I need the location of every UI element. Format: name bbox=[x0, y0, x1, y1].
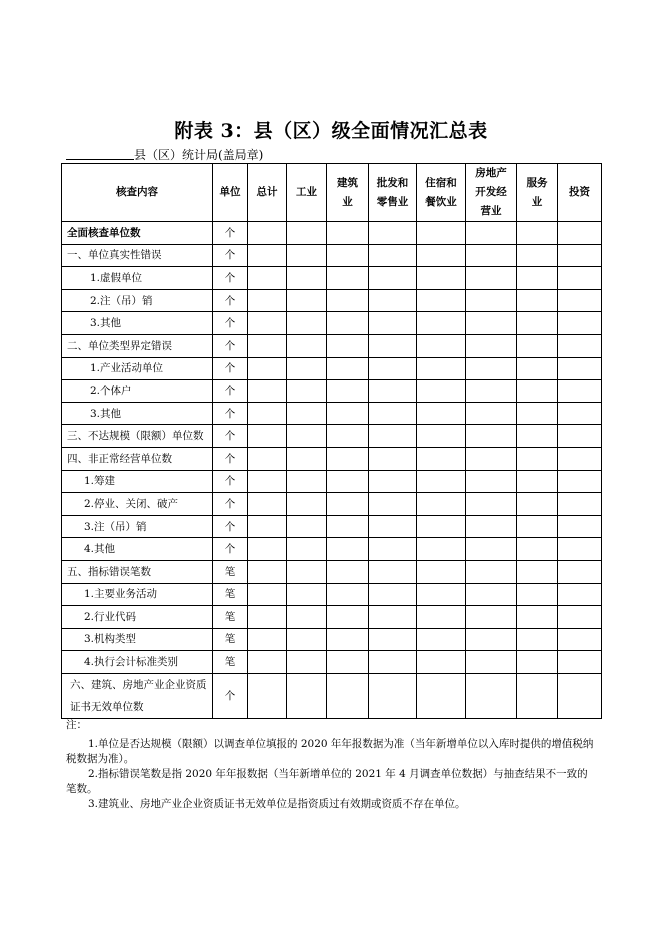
input-cell[interactable] bbox=[466, 267, 517, 290]
input-cell[interactable] bbox=[287, 244, 327, 267]
input-cell[interactable] bbox=[327, 606, 369, 629]
input-cell[interactable] bbox=[369, 334, 417, 357]
note-item-2: 2.指标错误笔数是指 2020 年年报数据（当年新增单位的 2021 年 4 月调查单位数据）与抽查结果不一致的笔数。 bbox=[66, 768, 588, 795]
input-cell[interactable] bbox=[558, 312, 602, 335]
table-row bbox=[62, 606, 602, 629]
row-label: 3.其他 bbox=[62, 402, 213, 425]
input-cell[interactable] bbox=[248, 560, 287, 583]
input-cell[interactable] bbox=[466, 425, 517, 448]
input-cell[interactable] bbox=[517, 651, 558, 674]
input-cell[interactable] bbox=[517, 289, 558, 312]
input-cell[interactable] bbox=[417, 538, 466, 561]
table-row bbox=[62, 267, 602, 290]
input-cell[interactable] bbox=[558, 560, 602, 583]
input-cell[interactable] bbox=[327, 673, 369, 718]
input-cell[interactable] bbox=[417, 357, 466, 380]
input-cell[interactable] bbox=[369, 289, 417, 312]
input-cell[interactable] bbox=[517, 357, 558, 380]
input-cell[interactable] bbox=[466, 357, 517, 380]
row-unit: 个 bbox=[213, 425, 248, 448]
row-label: 1.虚假单位 bbox=[62, 267, 213, 290]
input-cell[interactable] bbox=[287, 515, 327, 538]
input-cell[interactable] bbox=[327, 425, 369, 448]
input-cell[interactable] bbox=[517, 447, 558, 470]
input-cell[interactable] bbox=[369, 560, 417, 583]
table-row bbox=[62, 651, 602, 674]
input-cell[interactable] bbox=[417, 222, 466, 245]
row-label: 1.筹建 bbox=[62, 470, 213, 493]
input-cell[interactable] bbox=[558, 493, 602, 516]
input-cell[interactable] bbox=[327, 334, 369, 357]
input-cell[interactable] bbox=[327, 244, 369, 267]
input-cell[interactable] bbox=[369, 402, 417, 425]
input-cell[interactable] bbox=[558, 673, 602, 718]
row-unit: 个 bbox=[213, 312, 248, 335]
row-label: 1.主要业务活动 bbox=[62, 583, 213, 606]
input-cell[interactable] bbox=[248, 651, 287, 674]
input-cell[interactable] bbox=[287, 289, 327, 312]
input-cell[interactable] bbox=[417, 425, 466, 448]
input-cell[interactable] bbox=[287, 606, 327, 629]
input-cell[interactable] bbox=[558, 651, 602, 674]
notes-section bbox=[66, 718, 596, 812]
input-cell[interactable] bbox=[248, 538, 287, 561]
input-cell[interactable] bbox=[466, 651, 517, 674]
input-cell[interactable] bbox=[248, 312, 287, 335]
row-label: 2.注（吊）销 bbox=[62, 289, 213, 312]
input-cell[interactable] bbox=[417, 560, 466, 583]
input-cell[interactable] bbox=[327, 267, 369, 290]
input-cell[interactable] bbox=[369, 628, 417, 651]
table-body bbox=[62, 222, 602, 719]
input-cell[interactable] bbox=[417, 334, 466, 357]
row-label: 五、指标错误笔数 bbox=[62, 560, 213, 583]
row-unit: 个 bbox=[213, 402, 248, 425]
input-cell[interactable] bbox=[417, 628, 466, 651]
table-row bbox=[62, 515, 602, 538]
row-unit: 个 bbox=[213, 334, 248, 357]
input-cell[interactable] bbox=[517, 538, 558, 561]
input-cell[interactable] bbox=[369, 357, 417, 380]
row-unit: 个 bbox=[213, 447, 248, 470]
input-cell[interactable] bbox=[369, 583, 417, 606]
row-unit: 个 bbox=[213, 357, 248, 380]
table-row bbox=[62, 289, 602, 312]
input-cell[interactable] bbox=[327, 538, 369, 561]
header-cell: 单位 bbox=[213, 164, 248, 222]
input-cell[interactable] bbox=[558, 628, 602, 651]
input-cell[interactable] bbox=[558, 583, 602, 606]
input-cell[interactable] bbox=[287, 402, 327, 425]
input-cell[interactable] bbox=[327, 447, 369, 470]
input-cell[interactable] bbox=[517, 470, 558, 493]
input-cell[interactable] bbox=[327, 583, 369, 606]
header-row bbox=[62, 164, 602, 222]
row-label: 3.其他 bbox=[62, 312, 213, 335]
input-cell[interactable] bbox=[466, 470, 517, 493]
input-cell[interactable] bbox=[287, 357, 327, 380]
input-cell[interactable] bbox=[417, 515, 466, 538]
input-cell[interactable] bbox=[466, 312, 517, 335]
input-cell[interactable] bbox=[327, 515, 369, 538]
page-title: 附表 3：县（区）级全面情况汇总表 bbox=[174, 120, 488, 142]
row-label: 4.执行会计标准类别 bbox=[62, 651, 213, 674]
input-cell[interactable] bbox=[327, 560, 369, 583]
input-cell[interactable] bbox=[517, 515, 558, 538]
table-row bbox=[62, 628, 602, 651]
input-cell[interactable] bbox=[417, 244, 466, 267]
input-cell[interactable] bbox=[558, 606, 602, 629]
table-row bbox=[62, 357, 602, 380]
input-cell[interactable] bbox=[248, 606, 287, 629]
row-unit: 个 bbox=[213, 515, 248, 538]
input-cell[interactable] bbox=[517, 583, 558, 606]
input-cell[interactable] bbox=[517, 380, 558, 403]
row-unit: 个 bbox=[213, 470, 248, 493]
row-label: 2.停业、关闭、破产 bbox=[62, 493, 213, 516]
input-cell[interactable] bbox=[248, 673, 287, 718]
table-row bbox=[62, 402, 602, 425]
input-cell[interactable] bbox=[248, 289, 287, 312]
table-row bbox=[62, 447, 602, 470]
row-unit: 笔 bbox=[213, 651, 248, 674]
input-cell[interactable] bbox=[248, 402, 287, 425]
input-cell[interactable] bbox=[248, 583, 287, 606]
input-cell[interactable] bbox=[287, 222, 327, 245]
row-unit: 个 bbox=[213, 380, 248, 403]
input-cell[interactable] bbox=[517, 267, 558, 290]
notes-label: 注： bbox=[66, 719, 87, 731]
input-cell[interactable] bbox=[287, 673, 327, 718]
table-row bbox=[62, 560, 602, 583]
row-unit: 个 bbox=[213, 493, 248, 516]
input-cell[interactable] bbox=[517, 606, 558, 629]
row-unit: 个 bbox=[213, 222, 248, 245]
input-cell[interactable] bbox=[287, 651, 327, 674]
input-cell[interactable] bbox=[466, 447, 517, 470]
input-cell[interactable] bbox=[417, 312, 466, 335]
input-cell[interactable] bbox=[466, 628, 517, 651]
input-cell[interactable] bbox=[369, 267, 417, 290]
input-cell[interactable] bbox=[517, 425, 558, 448]
input-cell[interactable] bbox=[369, 606, 417, 629]
input-cell[interactable] bbox=[417, 402, 466, 425]
input-cell[interactable] bbox=[558, 402, 602, 425]
input-cell[interactable] bbox=[466, 289, 517, 312]
input-cell[interactable] bbox=[327, 312, 369, 335]
input-cell[interactable] bbox=[287, 312, 327, 335]
input-cell[interactable] bbox=[287, 267, 327, 290]
row-unit: 笔 bbox=[213, 560, 248, 583]
input-cell[interactable] bbox=[466, 515, 517, 538]
row-unit: 个 bbox=[213, 244, 248, 267]
input-cell[interactable] bbox=[517, 560, 558, 583]
input-cell[interactable] bbox=[369, 515, 417, 538]
table-row bbox=[62, 380, 602, 403]
row-unit: 笔 bbox=[213, 628, 248, 651]
row-label: 3.注（吊）销 bbox=[62, 515, 213, 538]
input-cell[interactable] bbox=[417, 289, 466, 312]
input-cell[interactable] bbox=[248, 447, 287, 470]
input-cell[interactable] bbox=[369, 651, 417, 674]
note-item-3: 3.建筑业、房地产业企业资质证书无效单位是指资质过有效期或资质不存在单位。 bbox=[88, 798, 466, 810]
input-cell[interactable] bbox=[287, 380, 327, 403]
input-cell[interactable] bbox=[417, 606, 466, 629]
table-row bbox=[62, 425, 602, 448]
table-row bbox=[62, 493, 602, 516]
row-unit: 个 bbox=[213, 267, 248, 290]
input-cell[interactable] bbox=[287, 583, 327, 606]
header-cell: 房地产 开发经 营业 bbox=[466, 164, 517, 222]
summary-table bbox=[61, 163, 602, 719]
input-cell[interactable] bbox=[327, 380, 369, 403]
input-cell[interactable] bbox=[517, 312, 558, 335]
input-cell[interactable] bbox=[517, 402, 558, 425]
table-row bbox=[62, 538, 602, 561]
row-label: 2.个体户 bbox=[62, 380, 213, 403]
input-cell[interactable] bbox=[466, 493, 517, 516]
input-cell[interactable] bbox=[369, 470, 417, 493]
row-unit: 笔 bbox=[213, 606, 248, 629]
row-label: 二、单位类型界定错误 bbox=[62, 334, 213, 357]
input-cell[interactable] bbox=[558, 425, 602, 448]
row-unit: 个 bbox=[213, 673, 248, 718]
row-label: 3.机构类型 bbox=[62, 628, 213, 651]
input-cell[interactable] bbox=[287, 538, 327, 561]
input-cell[interactable] bbox=[369, 447, 417, 470]
row-unit: 笔 bbox=[213, 583, 248, 606]
input-cell[interactable] bbox=[466, 560, 517, 583]
input-cell[interactable] bbox=[517, 244, 558, 267]
input-cell[interactable] bbox=[517, 628, 558, 651]
input-cell[interactable] bbox=[287, 425, 327, 448]
row-unit: 个 bbox=[213, 538, 248, 561]
input-cell[interactable] bbox=[287, 560, 327, 583]
input-cell[interactable] bbox=[327, 651, 369, 674]
input-cell[interactable] bbox=[327, 402, 369, 425]
table-row bbox=[62, 222, 602, 245]
input-cell[interactable] bbox=[517, 334, 558, 357]
table-row bbox=[62, 334, 602, 357]
input-cell[interactable] bbox=[287, 470, 327, 493]
input-cell[interactable] bbox=[248, 334, 287, 357]
input-cell[interactable] bbox=[558, 447, 602, 470]
input-cell[interactable] bbox=[327, 628, 369, 651]
input-cell[interactable] bbox=[369, 312, 417, 335]
input-cell[interactable] bbox=[248, 470, 287, 493]
table-row bbox=[62, 470, 602, 493]
input-cell[interactable] bbox=[466, 606, 517, 629]
row-label: 六、建筑、房地产业企业资质证书无效单位数 bbox=[62, 673, 213, 718]
input-cell[interactable] bbox=[466, 538, 517, 561]
input-cell[interactable] bbox=[248, 515, 287, 538]
input-cell[interactable] bbox=[558, 289, 602, 312]
input-cell[interactable] bbox=[558, 515, 602, 538]
row-label: 四、非正常经营单位数 bbox=[62, 447, 213, 470]
row-label: 一、单位真实性错误 bbox=[62, 244, 213, 267]
input-cell[interactable] bbox=[558, 334, 602, 357]
row-label: 2.行业代码 bbox=[62, 606, 213, 629]
header-cell: 工业 bbox=[287, 164, 327, 222]
header-cell: 总计 bbox=[248, 164, 287, 222]
input-cell[interactable] bbox=[248, 380, 287, 403]
input-cell[interactable] bbox=[327, 493, 369, 516]
input-cell[interactable] bbox=[417, 651, 466, 674]
row-label: 4.其他 bbox=[62, 538, 213, 561]
input-cell[interactable] bbox=[466, 402, 517, 425]
stamp-label: 县（区）统计局(盖局章) bbox=[134, 148, 264, 162]
input-cell[interactable] bbox=[417, 267, 466, 290]
input-cell[interactable] bbox=[369, 673, 417, 718]
row-label: 1.产业活动单位 bbox=[62, 357, 213, 380]
header-cell: 建筑 业 bbox=[327, 164, 369, 222]
row-label: 全面核查单位数 bbox=[62, 222, 213, 245]
table-row bbox=[62, 312, 602, 335]
input-cell[interactable] bbox=[248, 425, 287, 448]
input-cell[interactable] bbox=[369, 493, 417, 516]
input-cell[interactable] bbox=[466, 380, 517, 403]
input-cell[interactable] bbox=[466, 583, 517, 606]
input-cell[interactable] bbox=[558, 357, 602, 380]
header-cell: 住宿和 餐饮业 bbox=[417, 164, 466, 222]
input-cell[interactable] bbox=[248, 493, 287, 516]
input-cell[interactable] bbox=[369, 380, 417, 403]
input-cell[interactable] bbox=[369, 222, 417, 245]
input-cell[interactable] bbox=[287, 493, 327, 516]
input-cell[interactable] bbox=[327, 357, 369, 380]
header-cell: 核查内容 bbox=[62, 164, 213, 222]
input-cell[interactable] bbox=[417, 470, 466, 493]
input-cell[interactable] bbox=[517, 673, 558, 718]
header-cell: 批发和 零售业 bbox=[369, 164, 417, 222]
input-cell[interactable] bbox=[558, 538, 602, 561]
input-cell[interactable] bbox=[417, 583, 466, 606]
header-cell: 服务 业 bbox=[517, 164, 558, 222]
input-cell[interactable] bbox=[287, 447, 327, 470]
input-cell[interactable] bbox=[417, 380, 466, 403]
input-cell[interactable] bbox=[248, 357, 287, 380]
county-name-blank[interactable] bbox=[66, 147, 134, 160]
row-unit: 个 bbox=[213, 289, 248, 312]
input-cell[interactable] bbox=[287, 334, 327, 357]
stamp-line bbox=[66, 146, 263, 163]
input-cell[interactable] bbox=[327, 289, 369, 312]
input-cell[interactable] bbox=[327, 222, 369, 245]
input-cell[interactable] bbox=[417, 447, 466, 470]
input-cell[interactable] bbox=[369, 244, 417, 267]
input-cell[interactable] bbox=[466, 334, 517, 357]
input-cell[interactable] bbox=[466, 673, 517, 718]
input-cell[interactable] bbox=[517, 222, 558, 245]
table-row bbox=[62, 673, 602, 718]
input-cell[interactable] bbox=[558, 470, 602, 493]
input-cell[interactable] bbox=[558, 380, 602, 403]
input-cell[interactable] bbox=[369, 538, 417, 561]
input-cell[interactable] bbox=[466, 222, 517, 245]
note-item-1: 1.单位是否达规模（限额）以调查单位填报的 2020 年年报数据为准（当年新增单位以入库时提供的增值税纳税数据为准）。 bbox=[66, 738, 594, 765]
input-cell[interactable] bbox=[248, 222, 287, 245]
input-cell[interactable] bbox=[369, 425, 417, 448]
table-row bbox=[62, 244, 602, 267]
input-cell[interactable] bbox=[248, 628, 287, 651]
input-cell[interactable] bbox=[558, 244, 602, 267]
input-cell[interactable] bbox=[287, 628, 327, 651]
input-cell[interactable] bbox=[517, 493, 558, 516]
input-cell[interactable] bbox=[417, 673, 466, 718]
input-cell[interactable] bbox=[558, 267, 602, 290]
input-cell[interactable] bbox=[248, 244, 287, 267]
input-cell[interactable] bbox=[558, 222, 602, 245]
input-cell[interactable] bbox=[417, 493, 466, 516]
row-label: 三、不达规模（限额）单位数 bbox=[62, 425, 213, 448]
input-cell[interactable] bbox=[466, 244, 517, 267]
input-cell[interactable] bbox=[248, 267, 287, 290]
input-cell[interactable] bbox=[327, 470, 369, 493]
table-row bbox=[62, 583, 602, 606]
header-cell: 投资 bbox=[558, 164, 602, 222]
